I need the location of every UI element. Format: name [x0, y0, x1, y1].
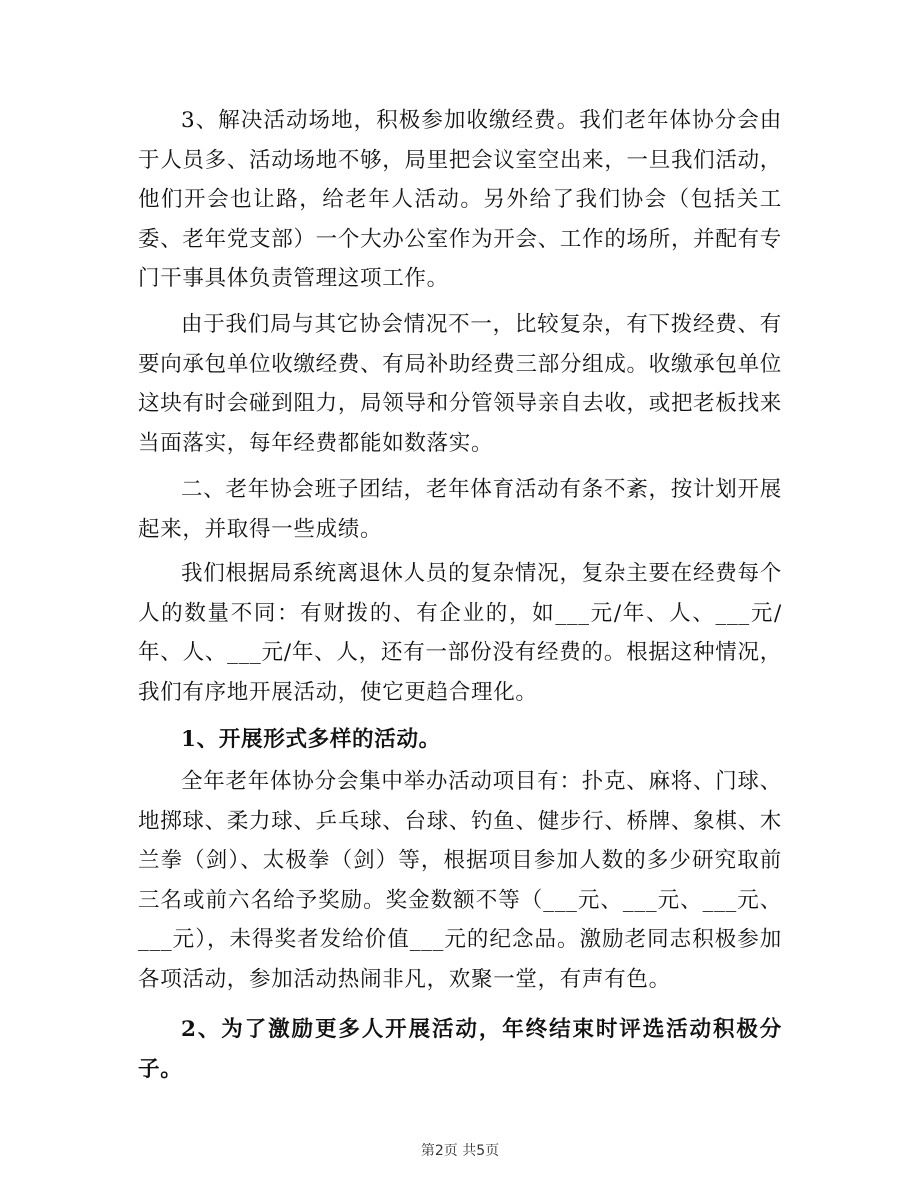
- paragraph-funding-sources: 由于我们局与其它协会情况不一，比较复杂，有下拨经费、有要向承包单位收缴经费、有局补助经费三部分组成。收缴承包单位这块有时会碰到阻力，局领导和分管领导亲自去收，或把老板找来当面落实，每年经费都能如数落实。: [138, 312, 782, 456]
- paragraph-section-two-heading: 二、老年协会班子团结，老年体育活动有条不紊，按计划开展起来，并取得一些成绩。: [138, 477, 782, 542]
- paragraph-subheading-activities: 1、开展形式多样的活动。: [181, 727, 441, 752]
- paragraph-venue-funding: 3、解决活动场地，积极参加收缴经费。我们老年体协分会由于人员多、活动场地不够，局里把会议室空出来，一旦我们活动，他们开会也让路，给老年人活动。另外给了我们协会（包括关工委、老年党支部）一个大办公室作为开会、工作的场所，并配有专门干事具体负责管理这项工作。: [138, 108, 782, 291]
- page-number-footer: 第2页 共5页: [420, 1143, 500, 1159]
- paragraph-funding-situation: 我们根据局系统离退休人员的复杂情况，复杂主要在经费每个人的数量不同：有财拨的、有企业的，如___元/年、人、___元/年、人、___元/年、人，还有一部份没有经费的。根据这种情况，我们有序地开展活动，使它更趋合理化。: [138, 561, 782, 705]
- paragraph-activity-list: 全年老年体协分会集中举办活动项目有：扑克、麻将、门球、地掷球、柔力球、乒乓球、台球、钓鱼、健步行、桥牌、象棋、木兰拳（剑）、太极拳（剑）等，根据项目参加人数的多少研究取前三名或前六名给予奖励。奖金数额不等（___元、___元、___元、___元），未得奖者发给价值___元的纪念品。激励老同志积极参加各项活动，参加活动热闹非凡，欢聚一堂，有声有色。: [138, 769, 782, 992]
- paragraph-subheading-awards: 2、为了激励更多人开展活动，年终结束时评选活动积极分子。: [138, 1017, 782, 1082]
